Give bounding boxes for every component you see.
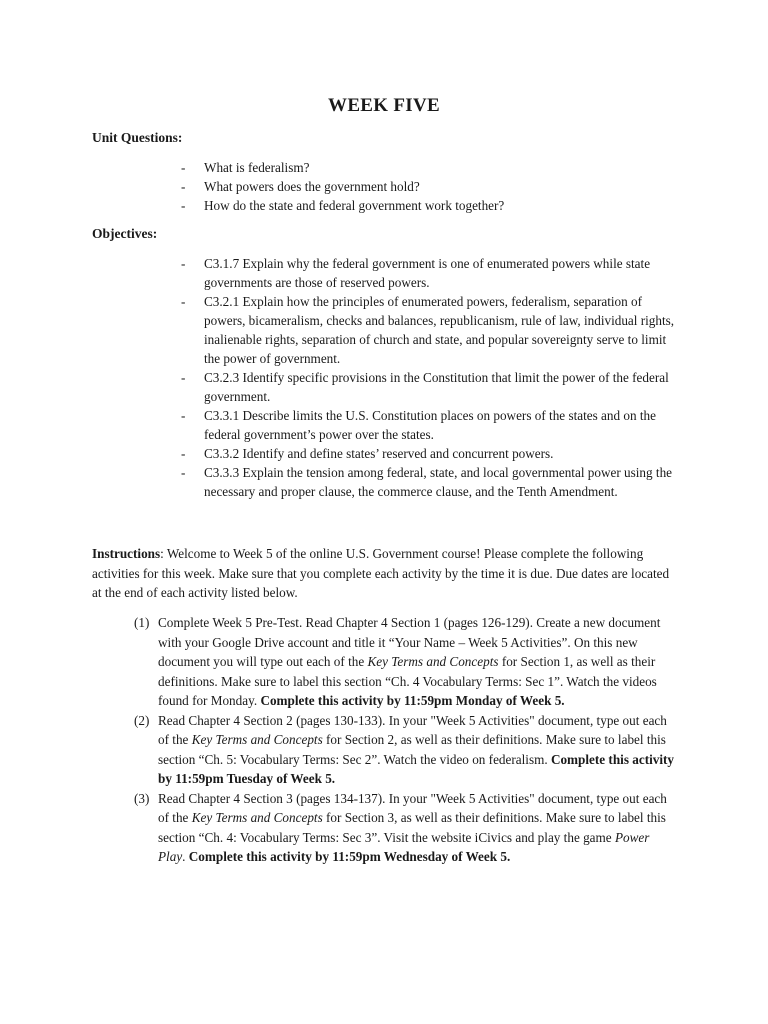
activity-item: (3) Read Chapter 4 Section 3 (pages 134-137). In your "Week 5 Activities" document, type out each of the Key Terms and Concepts for Section 3, as well as their definitions. Make sure to label this section “Ch. 4: Vocabulary Terms: Sec 3”. Visit the website iCivics and play the game Power Play. Complete this activity by 11:59pm Wednesday of Week 5. xyxy=(134,790,667,864)
dash-bullet: - xyxy=(181,179,186,194)
activity-number: (3) xyxy=(134,790,150,806)
list-item: - C3.1.7 Explain why the federal government is one of enumerated powers while state governments are those of reserved powers. xyxy=(181,256,651,290)
activity-item: (2) Read Chapter 4 Section 2 (pages 130-133). In your "Week 5 Activities" document, type out each of the Key Terms and Concepts for Section 2, as well as their definitions. Make sure to label this section “Ch. 5: Vocabulary Terms: Sec 2”. Watch the video on federalism. Complete this activity by 11:59pm Tuesday of Week 5. xyxy=(134,712,674,786)
list-item: - What is federalism? xyxy=(181,160,310,175)
list-item: - C3.2.3 Identify specific provisions in the Constitution that limit the power of the federal government. xyxy=(181,370,669,404)
dash-bullet: - xyxy=(181,446,186,461)
list-item: - C3.2.1 Explain how the principles of enumerated powers, federalism, separation of powers, bicameralism, checks and balances, republicanism, rule of law, individual rights, inalienable rights, separation of church and state, and popular sovereignty serve to limit the power of government. xyxy=(181,294,675,366)
dash-bullet: - xyxy=(181,294,186,309)
list-item: - C3.3.1 Describe limits the U.S. Constitution places on powers of the states and on the federal government’s power over the states. xyxy=(181,408,656,442)
due-date: Complete this activity by 11:59pm Monday of Week 5. xyxy=(260,693,565,708)
objectives-list xyxy=(181,254,681,501)
due-date: Complete this activity by 11:59pm Wednesday of Week 5. xyxy=(188,849,511,864)
due-date: Complete this activity by 11:59pm Tuesday of Week 5. xyxy=(158,751,674,786)
dash-bullet: - xyxy=(181,370,186,385)
activity-number: (2) xyxy=(134,712,150,728)
list-item: - C3.3.2 Identify and define states’ reserved and concurrent powers. xyxy=(181,446,554,461)
activity-item: (1) Complete Week 5 Pre-Test. Read Chapter 4 Section 1 (pages 126-129). Create a new document with your Google Drive account and title it “Your Name – Week 5 Activities”. On this new document you will type out each of the Key Terms and Concepts for Section 1, as well as their definitions. Make sure to label this section “Ch. 4 Vocabulary Terms: Sec 1”. Watch the videos found for Monday. Complete this activity by 11:59pm Monday of Week 5. xyxy=(134,615,661,708)
game-title: Power Play xyxy=(158,829,650,864)
activity-number: (1) xyxy=(134,615,150,630)
list-item: - C3.3.3 Explain the tension among federal, state, and local governmental power using the necessary and proper clause, the commerce clause, and the Tenth Amendment. xyxy=(181,465,673,499)
instructions-paragraph xyxy=(92,544,672,603)
dash-bullet: - xyxy=(181,408,186,423)
instructions-text: : Welcome to Week 5 of the online U.S. Government course! Please complete the following activities for this week. Make sure that you complete each activity by the time it is due. Due dates are located at the end of each activity listed below. xyxy=(92,546,670,600)
dash-bullet: - xyxy=(181,198,186,213)
dash-bullet: - xyxy=(181,256,186,271)
dash-bullet: - xyxy=(181,465,186,480)
objectives-heading: Objectives: xyxy=(92,226,158,241)
page-title: WEEK FIVE xyxy=(328,95,440,116)
unit-questions-heading: Unit Questions: xyxy=(92,130,183,145)
list-item: - How do the state and federal government work together? xyxy=(181,198,505,213)
unit-questions-list xyxy=(181,158,681,215)
activities-list xyxy=(134,613,674,867)
list-item: - What powers does the government hold? xyxy=(181,179,420,194)
instructions-lead: Instructions xyxy=(92,546,161,561)
dash-bullet: - xyxy=(181,160,186,175)
